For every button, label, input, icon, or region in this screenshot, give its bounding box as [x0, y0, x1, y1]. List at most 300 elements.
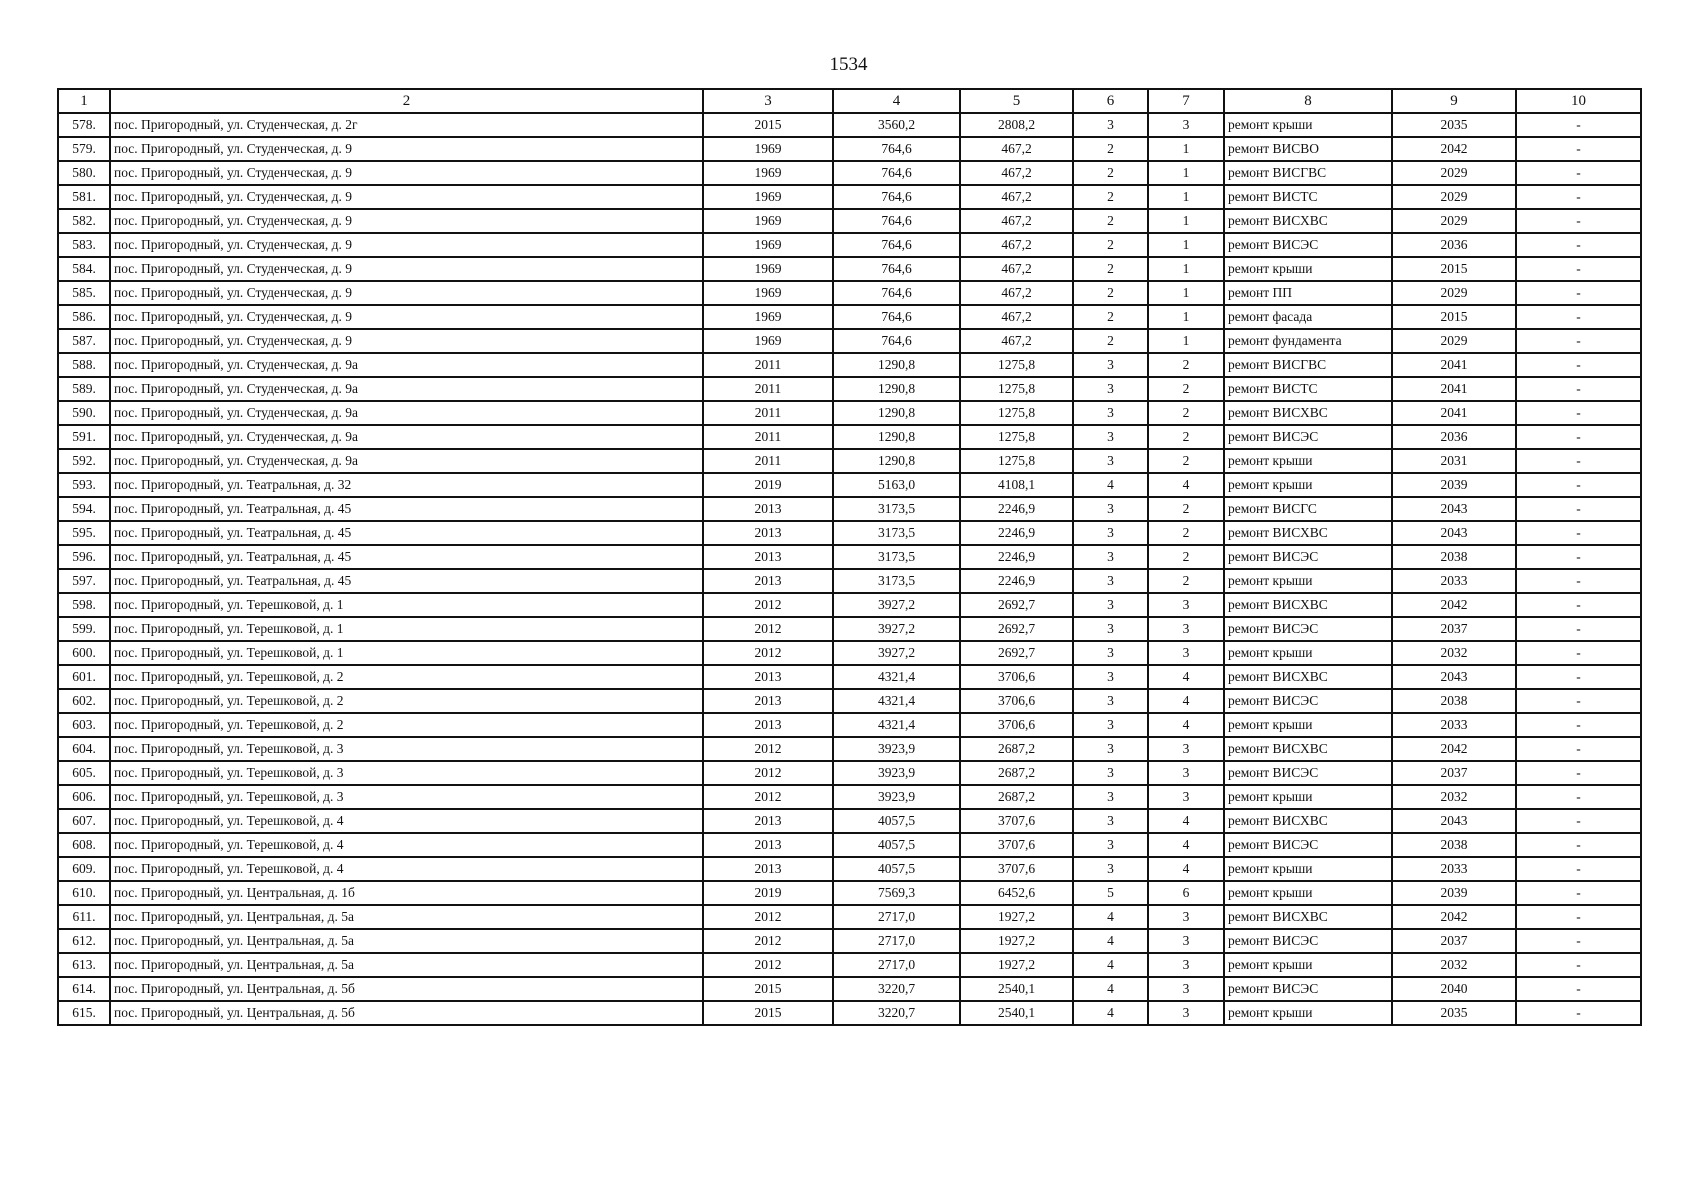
- table-row: [58, 401, 1641, 425]
- cell-planned-year: 2043: [1392, 521, 1516, 545]
- cell-address: пос. Пригородный, ул. Терешковой, д. 4: [110, 833, 703, 857]
- cell-row-number: 597.: [58, 569, 110, 593]
- cell-note: -: [1516, 857, 1641, 881]
- cell-address: пос. Пригородный, ул. Студенческая, д. 9: [110, 257, 703, 281]
- cell-total-area: 3923,9: [833, 737, 960, 761]
- cell-planned-year: 2035: [1392, 113, 1516, 137]
- cell-total-area: 3173,5: [833, 545, 960, 569]
- cell-note: -: [1516, 401, 1641, 425]
- cell-floors: 4: [1073, 977, 1148, 1001]
- cell-note: -: [1516, 569, 1641, 593]
- cell-entrances: 3: [1148, 113, 1224, 137]
- cell-note: -: [1516, 521, 1641, 545]
- cell-note: -: [1516, 425, 1641, 449]
- cell-total-area: 764,6: [833, 305, 960, 329]
- cell-build-year: 1969: [703, 161, 833, 185]
- cell-planned-year: 2040: [1392, 977, 1516, 1001]
- cell-row-number: 584.: [58, 257, 110, 281]
- table-row: [58, 449, 1641, 473]
- cell-build-year: 2011: [703, 377, 833, 401]
- cell-work-type: ремонт ВИСХВС: [1224, 209, 1392, 233]
- cell-total-area: 4321,4: [833, 665, 960, 689]
- cell-row-number: 579.: [58, 137, 110, 161]
- cell-total-area: 4057,5: [833, 833, 960, 857]
- cell-living-area: 1275,8: [960, 425, 1073, 449]
- table-row: [58, 785, 1641, 809]
- cell-build-year: 2012: [703, 761, 833, 785]
- cell-living-area: 2246,9: [960, 545, 1073, 569]
- table-row: [58, 665, 1641, 689]
- cell-living-area: 2540,1: [960, 1001, 1073, 1025]
- cell-row-number: 593.: [58, 473, 110, 497]
- cell-row-number: 592.: [58, 449, 110, 473]
- cell-row-number: 606.: [58, 785, 110, 809]
- cell-entrances: 1: [1148, 209, 1224, 233]
- cell-planned-year: 2032: [1392, 641, 1516, 665]
- cell-planned-year: 2042: [1392, 737, 1516, 761]
- table-row: [58, 113, 1641, 137]
- cell-note: -: [1516, 617, 1641, 641]
- cell-planned-year: 2029: [1392, 329, 1516, 353]
- cell-planned-year: 2036: [1392, 425, 1516, 449]
- cell-row-number: 604.: [58, 737, 110, 761]
- cell-living-area: 1275,8: [960, 401, 1073, 425]
- cell-entrances: 3: [1148, 1001, 1224, 1025]
- cell-work-type: ремонт крыши: [1224, 569, 1392, 593]
- cell-living-area: 2692,7: [960, 641, 1073, 665]
- cell-living-area: 467,2: [960, 257, 1073, 281]
- cell-address: пос. Пригородный, ул. Центральная, д. 5а: [110, 929, 703, 953]
- cell-note: -: [1516, 689, 1641, 713]
- table-row: [58, 1001, 1641, 1025]
- cell-address: пос. Пригородный, ул. Студенческая, д. 9: [110, 137, 703, 161]
- cell-planned-year: 2031: [1392, 449, 1516, 473]
- cell-address: пос. Пригородный, ул. Студенческая, д. 9а: [110, 377, 703, 401]
- cell-address: пос. Пригородный, ул. Центральная, д. 5а: [110, 905, 703, 929]
- cell-build-year: 1969: [703, 305, 833, 329]
- cell-floors: 4: [1073, 905, 1148, 929]
- cell-build-year: 2019: [703, 473, 833, 497]
- cell-row-number: 612.: [58, 929, 110, 953]
- cell-build-year: 2012: [703, 593, 833, 617]
- cell-note: -: [1516, 137, 1641, 161]
- cell-total-area: 2717,0: [833, 929, 960, 953]
- cell-address: пос. Пригородный, ул. Терешковой, д. 4: [110, 857, 703, 881]
- cell-entrances: 1: [1148, 329, 1224, 353]
- table-row: [58, 329, 1641, 353]
- cell-total-area: 1290,8: [833, 353, 960, 377]
- cell-floors: 2: [1073, 281, 1148, 305]
- cell-entrances: 3: [1148, 737, 1224, 761]
- cell-address: пос. Пригородный, ул. Студенческая, д. 9а: [110, 353, 703, 377]
- cell-total-area: 3927,2: [833, 617, 960, 641]
- cell-total-area: 1290,8: [833, 449, 960, 473]
- cell-living-area: 6452,6: [960, 881, 1073, 905]
- cell-living-area: 467,2: [960, 161, 1073, 185]
- cell-address: пос. Пригородный, ул. Терешковой, д. 1: [110, 593, 703, 617]
- cell-total-area: 7569,3: [833, 881, 960, 905]
- cell-total-area: 764,6: [833, 209, 960, 233]
- cell-row-number: 608.: [58, 833, 110, 857]
- cell-living-area: 467,2: [960, 233, 1073, 257]
- cell-entrances: 2: [1148, 497, 1224, 521]
- cell-address: пос. Пригородный, ул. Студенческая, д. 9а: [110, 401, 703, 425]
- table-row: [58, 233, 1641, 257]
- cell-planned-year: 2042: [1392, 905, 1516, 929]
- table-row: [58, 641, 1641, 665]
- cell-row-number: 583.: [58, 233, 110, 257]
- cell-work-type: ремонт крыши: [1224, 713, 1392, 737]
- cell-planned-year: 2029: [1392, 185, 1516, 209]
- cell-floors: 3: [1073, 569, 1148, 593]
- cell-address: пос. Пригородный, ул. Центральная, д. 1б: [110, 881, 703, 905]
- column-header-10: 10: [1516, 89, 1641, 113]
- cell-address: пос. Пригородный, ул. Студенческая, д. 9: [110, 329, 703, 353]
- cell-note: -: [1516, 641, 1641, 665]
- cell-row-number: 581.: [58, 185, 110, 209]
- cell-planned-year: 2035: [1392, 1001, 1516, 1025]
- cell-planned-year: 2039: [1392, 881, 1516, 905]
- cell-note: -: [1516, 809, 1641, 833]
- cell-floors: 2: [1073, 161, 1148, 185]
- cell-living-area: 2687,2: [960, 785, 1073, 809]
- cell-row-number: 594.: [58, 497, 110, 521]
- cell-address: пос. Пригородный, ул. Студенческая, д. 2г: [110, 113, 703, 137]
- cell-build-year: 1969: [703, 233, 833, 257]
- cell-floors: 3: [1073, 113, 1148, 137]
- cell-row-number: 607.: [58, 809, 110, 833]
- cell-planned-year: 2038: [1392, 689, 1516, 713]
- cell-row-number: 613.: [58, 953, 110, 977]
- cell-row-number: 605.: [58, 761, 110, 785]
- cell-work-type: ремонт ВИСТС: [1224, 185, 1392, 209]
- cell-living-area: 2808,2: [960, 113, 1073, 137]
- table-row: [58, 617, 1641, 641]
- cell-planned-year: 2015: [1392, 305, 1516, 329]
- cell-entrances: 1: [1148, 305, 1224, 329]
- cell-floors: 3: [1073, 593, 1148, 617]
- table-row: [58, 977, 1641, 1001]
- cell-planned-year: 2043: [1392, 665, 1516, 689]
- cell-work-type: ремонт ВИСЭС: [1224, 833, 1392, 857]
- cell-planned-year: 2043: [1392, 809, 1516, 833]
- cell-living-area: 1275,8: [960, 377, 1073, 401]
- cell-note: -: [1516, 545, 1641, 569]
- cell-address: пос. Пригородный, ул. Театральная, д. 45: [110, 521, 703, 545]
- cell-living-area: 2246,9: [960, 569, 1073, 593]
- cell-total-area: 764,6: [833, 161, 960, 185]
- cell-address: пос. Пригородный, ул. Театральная, д. 45: [110, 497, 703, 521]
- cell-address: пос. Пригородный, ул. Центральная, д. 5б: [110, 977, 703, 1001]
- cell-build-year: 2011: [703, 425, 833, 449]
- cell-total-area: 764,6: [833, 329, 960, 353]
- table-row: [58, 185, 1641, 209]
- cell-living-area: 467,2: [960, 329, 1073, 353]
- cell-floors: 2: [1073, 233, 1148, 257]
- cell-build-year: 2015: [703, 1001, 833, 1025]
- cell-note: -: [1516, 233, 1641, 257]
- cell-build-year: 2012: [703, 929, 833, 953]
- column-header-1: 1: [58, 89, 110, 113]
- cell-living-area: 2692,7: [960, 593, 1073, 617]
- cell-note: -: [1516, 281, 1641, 305]
- cell-entrances: 2: [1148, 569, 1224, 593]
- cell-work-type: ремонт ВИСХВС: [1224, 809, 1392, 833]
- cell-work-type: ремонт крыши: [1224, 1001, 1392, 1025]
- cell-entrances: 3: [1148, 953, 1224, 977]
- cell-row-number: 600.: [58, 641, 110, 665]
- cell-total-area: 764,6: [833, 137, 960, 161]
- cell-note: -: [1516, 905, 1641, 929]
- table-row: [58, 257, 1641, 281]
- cell-work-type: ремонт крыши: [1224, 785, 1392, 809]
- cell-build-year: 2011: [703, 449, 833, 473]
- cell-floors: 3: [1073, 761, 1148, 785]
- cell-row-number: 602.: [58, 689, 110, 713]
- cell-entrances: 3: [1148, 929, 1224, 953]
- cell-note: -: [1516, 305, 1641, 329]
- cell-living-area: 2246,9: [960, 521, 1073, 545]
- cell-planned-year: 2037: [1392, 617, 1516, 641]
- cell-entrances: 1: [1148, 257, 1224, 281]
- cell-floors: 2: [1073, 137, 1148, 161]
- cell-work-type: ремонт крыши: [1224, 257, 1392, 281]
- cell-total-area: 1290,8: [833, 377, 960, 401]
- table-row: [58, 161, 1641, 185]
- column-header-7: 7: [1148, 89, 1224, 113]
- cell-note: -: [1516, 713, 1641, 737]
- cell-address: пос. Пригородный, ул. Студенческая, д. 9: [110, 161, 703, 185]
- cell-address: пос. Пригородный, ул. Терешковой, д. 1: [110, 641, 703, 665]
- cell-living-area: 3707,6: [960, 833, 1073, 857]
- cell-total-area: 3560,2: [833, 113, 960, 137]
- cell-planned-year: 2037: [1392, 761, 1516, 785]
- table-row: [58, 809, 1641, 833]
- cell-floors: 3: [1073, 377, 1148, 401]
- cell-row-number: 614.: [58, 977, 110, 1001]
- cell-planned-year: 2015: [1392, 257, 1516, 281]
- cell-row-number: 601.: [58, 665, 110, 689]
- cell-entrances: 2: [1148, 425, 1224, 449]
- cell-total-area: 1290,8: [833, 401, 960, 425]
- cell-entrances: 4: [1148, 857, 1224, 881]
- cell-work-type: ремонт крыши: [1224, 449, 1392, 473]
- table-row: [58, 281, 1641, 305]
- cell-planned-year: 2033: [1392, 857, 1516, 881]
- cell-entrances: 2: [1148, 449, 1224, 473]
- table-row: [58, 593, 1641, 617]
- cell-address: пос. Пригородный, ул. Центральная, д. 5б: [110, 1001, 703, 1025]
- cell-note: -: [1516, 977, 1641, 1001]
- cell-build-year: 2013: [703, 857, 833, 881]
- cell-build-year: 2015: [703, 977, 833, 1001]
- cell-build-year: 2013: [703, 497, 833, 521]
- cell-floors: 4: [1073, 1001, 1148, 1025]
- repair-schedule-table: [57, 88, 1642, 1026]
- cell-floors: 2: [1073, 185, 1148, 209]
- cell-note: -: [1516, 473, 1641, 497]
- cell-entrances: 4: [1148, 833, 1224, 857]
- column-header-2: 2: [110, 89, 703, 113]
- cell-row-number: 595.: [58, 521, 110, 545]
- cell-entrances: 1: [1148, 161, 1224, 185]
- cell-entrances: 6: [1148, 881, 1224, 905]
- cell-planned-year: 2041: [1392, 353, 1516, 377]
- cell-planned-year: 2032: [1392, 953, 1516, 977]
- table-row: [58, 569, 1641, 593]
- page-number: 1534: [829, 54, 868, 75]
- cell-work-type: ремонт ВИСЭС: [1224, 977, 1392, 1001]
- column-header-4: 4: [833, 89, 960, 113]
- cell-work-type: ремонт ВИСЭС: [1224, 617, 1392, 641]
- cell-work-type: ремонт ПП: [1224, 281, 1392, 305]
- cell-floors: 3: [1073, 545, 1148, 569]
- cell-entrances: 2: [1148, 521, 1224, 545]
- cell-address: пос. Пригородный, ул. Театральная, д. 45: [110, 569, 703, 593]
- table-row: [58, 137, 1641, 161]
- cell-floors: 3: [1073, 737, 1148, 761]
- table-row: [58, 545, 1641, 569]
- cell-work-type: ремонт крыши: [1224, 113, 1392, 137]
- cell-work-type: ремонт ВИСВО: [1224, 137, 1392, 161]
- cell-floors: 3: [1073, 857, 1148, 881]
- column-header-3: 3: [703, 89, 833, 113]
- cell-entrances: 3: [1148, 785, 1224, 809]
- cell-build-year: 1969: [703, 137, 833, 161]
- cell-entrances: 3: [1148, 977, 1224, 1001]
- cell-living-area: 3706,6: [960, 713, 1073, 737]
- cell-address: пос. Пригородный, ул. Терешковой, д. 3: [110, 785, 703, 809]
- cell-floors: 4: [1073, 953, 1148, 977]
- cell-build-year: 2012: [703, 953, 833, 977]
- cell-build-year: 2012: [703, 737, 833, 761]
- cell-total-area: 3220,7: [833, 977, 960, 1001]
- cell-address: пос. Пригородный, ул. Студенческая, д. 9: [110, 281, 703, 305]
- cell-note: -: [1516, 1001, 1641, 1025]
- cell-address: пос. Пригородный, ул. Терешковой, д. 2: [110, 689, 703, 713]
- cell-planned-year: 2032: [1392, 785, 1516, 809]
- cell-total-area: 1290,8: [833, 425, 960, 449]
- cell-address: пос. Пригородный, ул. Терешковой, д. 2: [110, 665, 703, 689]
- cell-work-type: ремонт ВИСХВС: [1224, 401, 1392, 425]
- cell-note: -: [1516, 593, 1641, 617]
- cell-note: -: [1516, 329, 1641, 353]
- cell-row-number: 586.: [58, 305, 110, 329]
- cell-total-area: 764,6: [833, 185, 960, 209]
- table-row: [58, 761, 1641, 785]
- cell-entrances: 2: [1148, 545, 1224, 569]
- cell-living-area: 467,2: [960, 209, 1073, 233]
- cell-work-type: ремонт ВИСЭС: [1224, 761, 1392, 785]
- cell-address: пос. Пригородный, ул. Студенческая, д. 9: [110, 185, 703, 209]
- cell-entrances: 4: [1148, 689, 1224, 713]
- table-row: [58, 713, 1641, 737]
- cell-work-type: ремонт крыши: [1224, 881, 1392, 905]
- cell-build-year: 2013: [703, 569, 833, 593]
- cell-entrances: 1: [1148, 281, 1224, 305]
- cell-floors: 3: [1073, 497, 1148, 521]
- cell-living-area: 1927,2: [960, 929, 1073, 953]
- table-row: [58, 737, 1641, 761]
- cell-planned-year: 2041: [1392, 401, 1516, 425]
- cell-address: пос. Пригородный, ул. Терешковой, д. 4: [110, 809, 703, 833]
- cell-row-number: 598.: [58, 593, 110, 617]
- cell-floors: 3: [1073, 641, 1148, 665]
- cell-entrances: 1: [1148, 137, 1224, 161]
- cell-work-type: ремонт ВИСХВС: [1224, 665, 1392, 689]
- table-row: [58, 353, 1641, 377]
- cell-build-year: 2019: [703, 881, 833, 905]
- cell-build-year: 1969: [703, 209, 833, 233]
- table-row: [58, 833, 1641, 857]
- cell-address: пос. Пригородный, ул. Терешковой, д. 2: [110, 713, 703, 737]
- cell-entrances: 4: [1148, 665, 1224, 689]
- cell-work-type: ремонт крыши: [1224, 953, 1392, 977]
- cell-total-area: 4321,4: [833, 689, 960, 713]
- column-header-5: 5: [960, 89, 1073, 113]
- cell-address: пос. Пригородный, ул. Студенческая, д. 9: [110, 209, 703, 233]
- table-row: [58, 377, 1641, 401]
- cell-total-area: 4057,5: [833, 857, 960, 881]
- cell-note: -: [1516, 449, 1641, 473]
- cell-build-year: 2013: [703, 713, 833, 737]
- cell-total-area: 764,6: [833, 281, 960, 305]
- cell-address: пос. Пригородный, ул. Театральная, д. 45: [110, 545, 703, 569]
- cell-address: пос. Пригородный, ул. Центральная, д. 5а: [110, 953, 703, 977]
- cell-note: -: [1516, 785, 1641, 809]
- cell-total-area: 4321,4: [833, 713, 960, 737]
- cell-build-year: 2013: [703, 545, 833, 569]
- cell-address: пос. Пригородный, ул. Терешковой, д. 3: [110, 761, 703, 785]
- table-row: [58, 425, 1641, 449]
- cell-total-area: 3173,5: [833, 569, 960, 593]
- cell-row-number: 578.: [58, 113, 110, 137]
- cell-work-type: ремонт ВИСХВС: [1224, 593, 1392, 617]
- cell-row-number: 588.: [58, 353, 110, 377]
- cell-total-area: 3923,9: [833, 785, 960, 809]
- cell-planned-year: 2033: [1392, 569, 1516, 593]
- cell-note: -: [1516, 953, 1641, 977]
- cell-row-number: 587.: [58, 329, 110, 353]
- cell-planned-year: 2039: [1392, 473, 1516, 497]
- cell-floors: 3: [1073, 713, 1148, 737]
- header-row: [58, 89, 1641, 113]
- cell-note: -: [1516, 761, 1641, 785]
- cell-entrances: 4: [1148, 809, 1224, 833]
- cell-build-year: 1969: [703, 281, 833, 305]
- cell-floors: 2: [1073, 257, 1148, 281]
- cell-work-type: ремонт крыши: [1224, 641, 1392, 665]
- table-header: [58, 89, 1641, 113]
- cell-living-area: 467,2: [960, 281, 1073, 305]
- cell-note: -: [1516, 185, 1641, 209]
- cell-address: пос. Пригородный, ул. Театральная, д. 32: [110, 473, 703, 497]
- cell-work-type: ремонт ВИСГВС: [1224, 353, 1392, 377]
- cell-work-type: ремонт ВИСЭС: [1224, 545, 1392, 569]
- cell-note: -: [1516, 377, 1641, 401]
- cell-work-type: ремонт ВИСЭС: [1224, 689, 1392, 713]
- cell-total-area: 3923,9: [833, 761, 960, 785]
- cell-entrances: 4: [1148, 473, 1224, 497]
- cell-total-area: 3927,2: [833, 641, 960, 665]
- cell-total-area: 764,6: [833, 233, 960, 257]
- cell-row-number: 615.: [58, 1001, 110, 1025]
- cell-floors: 3: [1073, 425, 1148, 449]
- cell-build-year: 2015: [703, 113, 833, 137]
- cell-row-number: 611.: [58, 905, 110, 929]
- cell-floors: 3: [1073, 617, 1148, 641]
- cell-entrances: 2: [1148, 353, 1224, 377]
